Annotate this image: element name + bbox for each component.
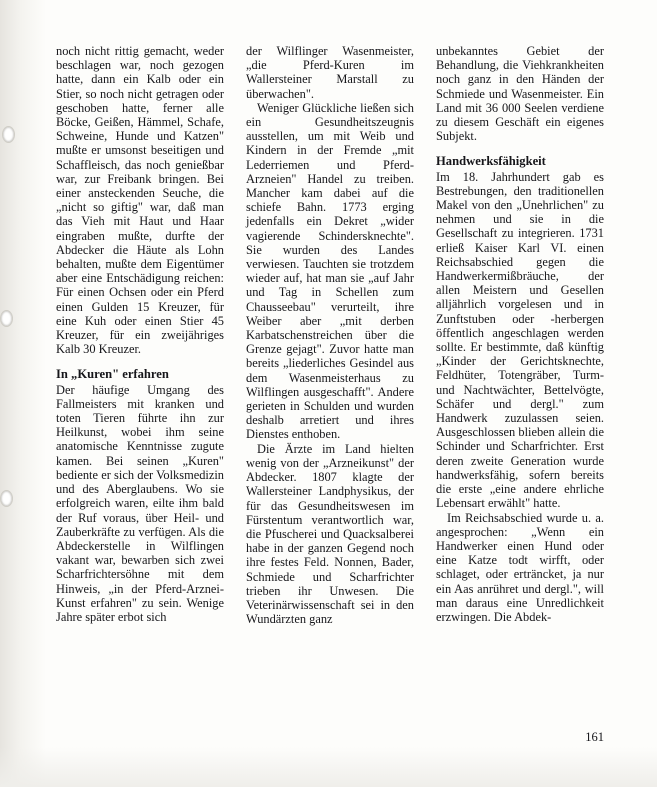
text-column-middle <box>246 44 414 626</box>
scan-shadow-left <box>0 0 46 787</box>
scan-shadow-bottom <box>0 747 657 787</box>
paragraph: Der häufige Umgang des Fallmeisters mit kranken und toten Tieren führte ihn zur Heilkunst, wobei ihm seine anatomische Kenntnisse zugute kamen. Bei seinen „Kuren" bediente er sich der Volksmedizin und des Aberglaubens. Wo sie erfolgreich waren, eilte ihm bald der Ruf voraus, über Heil- und Zauberkräfte zu verfügen. Als die Abdeckerstelle in Wilflingen vakant war, bewarben sich zwei Scharfrichtersöhne mit dem Hinweis, „in der Pferd-Arznei-Kunst erfahren" zu sein. Wenige Jahre später erbot sich <box>56 382 224 624</box>
section-heading: In „Kuren" erfahren <box>56 367 169 382</box>
paragraph: Die Ärzte im Land hielten wenig von der „Arzneikunst" der Abdecker. 1807 klagte der Wallersteiner Landphysikus, der für das Gesundheitswesen im Fürstentum verantwortlich war, die Pfuscherei und Quacksalberei habe in der ganzen Gegend noch ihre festes Feld. Nonnen, Bader, Schmiede und Scharfrichter trieben ihr Unwesen. Die Veterinärwissenschaft sei in den Wundärzten ganz <box>246 441 414 627</box>
paragraph: Im Reichsabschied wurde u. a. angesprochen: „Wenn ein Handwerker einen Hund oder eine Katze todt wirfft, oder schlaget, oder erträncket, ja nur ein Aas anrühret und dergl.", will man daraus eine Unredlichkeit erzwingen. Die Abdek- <box>436 510 604 624</box>
punch-hole-icon <box>0 490 13 507</box>
paragraph: unbekanntes Gebiet der Behandlung, die Viehkrankheiten noch ganz in den Händen der Schmiede und Wasenmeister. Ein Land mit 36 000 Seelen verdiene zu diesem Geschäft ein eigenes Subjekt. <box>436 44 604 144</box>
text-column-right <box>436 44 604 626</box>
paragraph: noch nicht rittig gemacht, weder beschlagen war, noch gezogen hatte, dann ein Kalb oder ein Stier, so noch nicht getragen oder geschoben hatte, ferner alle Böcke, Geißen, Hämmel, Schafe, Schweine, Hunde und Katzen" mußte er umsonst beseitigen und Schaffleisch, das noch genießbar war, zur Freibank bringen. Bei einer ansteckenden Seuche, die „nicht so giftig" war, daß man das Vieh mit Haut und Haar eingraben mußte, durfte der Abdecker die Häute als Lohn behalten, mußte dem Eigentümer aber eine Entschädigung reichen: Für einen Ochsen oder ein Pferd einen Gulden 15 Kreuzer, für eine Kuh oder einen Stier 45 Kreuzer, für ein zweijähriges Kalb 30 Kreuzer. <box>56 44 224 357</box>
punch-hole-icon <box>0 310 13 327</box>
text-column-left <box>56 44 224 626</box>
paragraph: Im 18. Jahrhundert gab es Bestrebungen, den traditionellen Makel von den „Unehrlichen" zu nehmen und sie in die Gesellschaft zu integrieren. 1731 erließ Kaiser Karl VI. einen Reichsabschied gegen die Handwerkermißbräuche, der allen Meistern und Gesellen alljährlich vorgelesen und in Zunftstuben oder -herbergen öffentlich angeschlagen werden sollte. Er bestimmte, daß künftig „Kinder der Gerichtsknechte, Feldhüter, Totengräber, Turm- und Nachtwächter, Bettelvögte, Schäfer und dergl." zum Handwerk zuzulassen seien. Ausgeschlossen blieben allein die Schinder und Scharfrichter. Erst deren zweite Generation wurde handwerksfähig, sofern bereits die erste „eine andere ehrliche Lebensart erwählt" hatte. <box>436 169 604 511</box>
paragraph: Weniger Glückliche ließen sich ein Gesundheitszeugnis ausstellen, um mit Weib und Kindern in der Fremde „mit Lederriemen und Pferd-Arzneien" Handel zu treiben. Mancher kam dabei auf die schiefe Bahn. 1773 erging jedenfalls ein Dekret „wider vagierende Schindersknechte". Sie wurden des Landes verwiesen. Tauchten sie trotzdem wieder auf, hat man sie „auf Jahr und Tag in Schellen zum Chausseebau" verurteilt, ihre Weiber aber „mit derben Karbatschenstreichen über die Grenze gejagt". Zuvor hatte man bereits „liederliches Gesindel aus dem Wasenmeisterhaus zu Wilflingen ausgeschafft". Andere gerieten in Schulden und wurden deshalb arretiert und ihres Dienstes enthoben. <box>246 100 414 442</box>
section-heading: Handwerksfähigkeit <box>436 154 546 169</box>
page-number: 161 <box>585 730 604 744</box>
paragraph: der Wilflinger Wasenmeister, „die Pferd-Kuren im Wallersteiner Marstall zu überwachen". <box>246 44 414 101</box>
punch-hole-icon <box>2 126 15 143</box>
text-columns <box>56 44 604 626</box>
